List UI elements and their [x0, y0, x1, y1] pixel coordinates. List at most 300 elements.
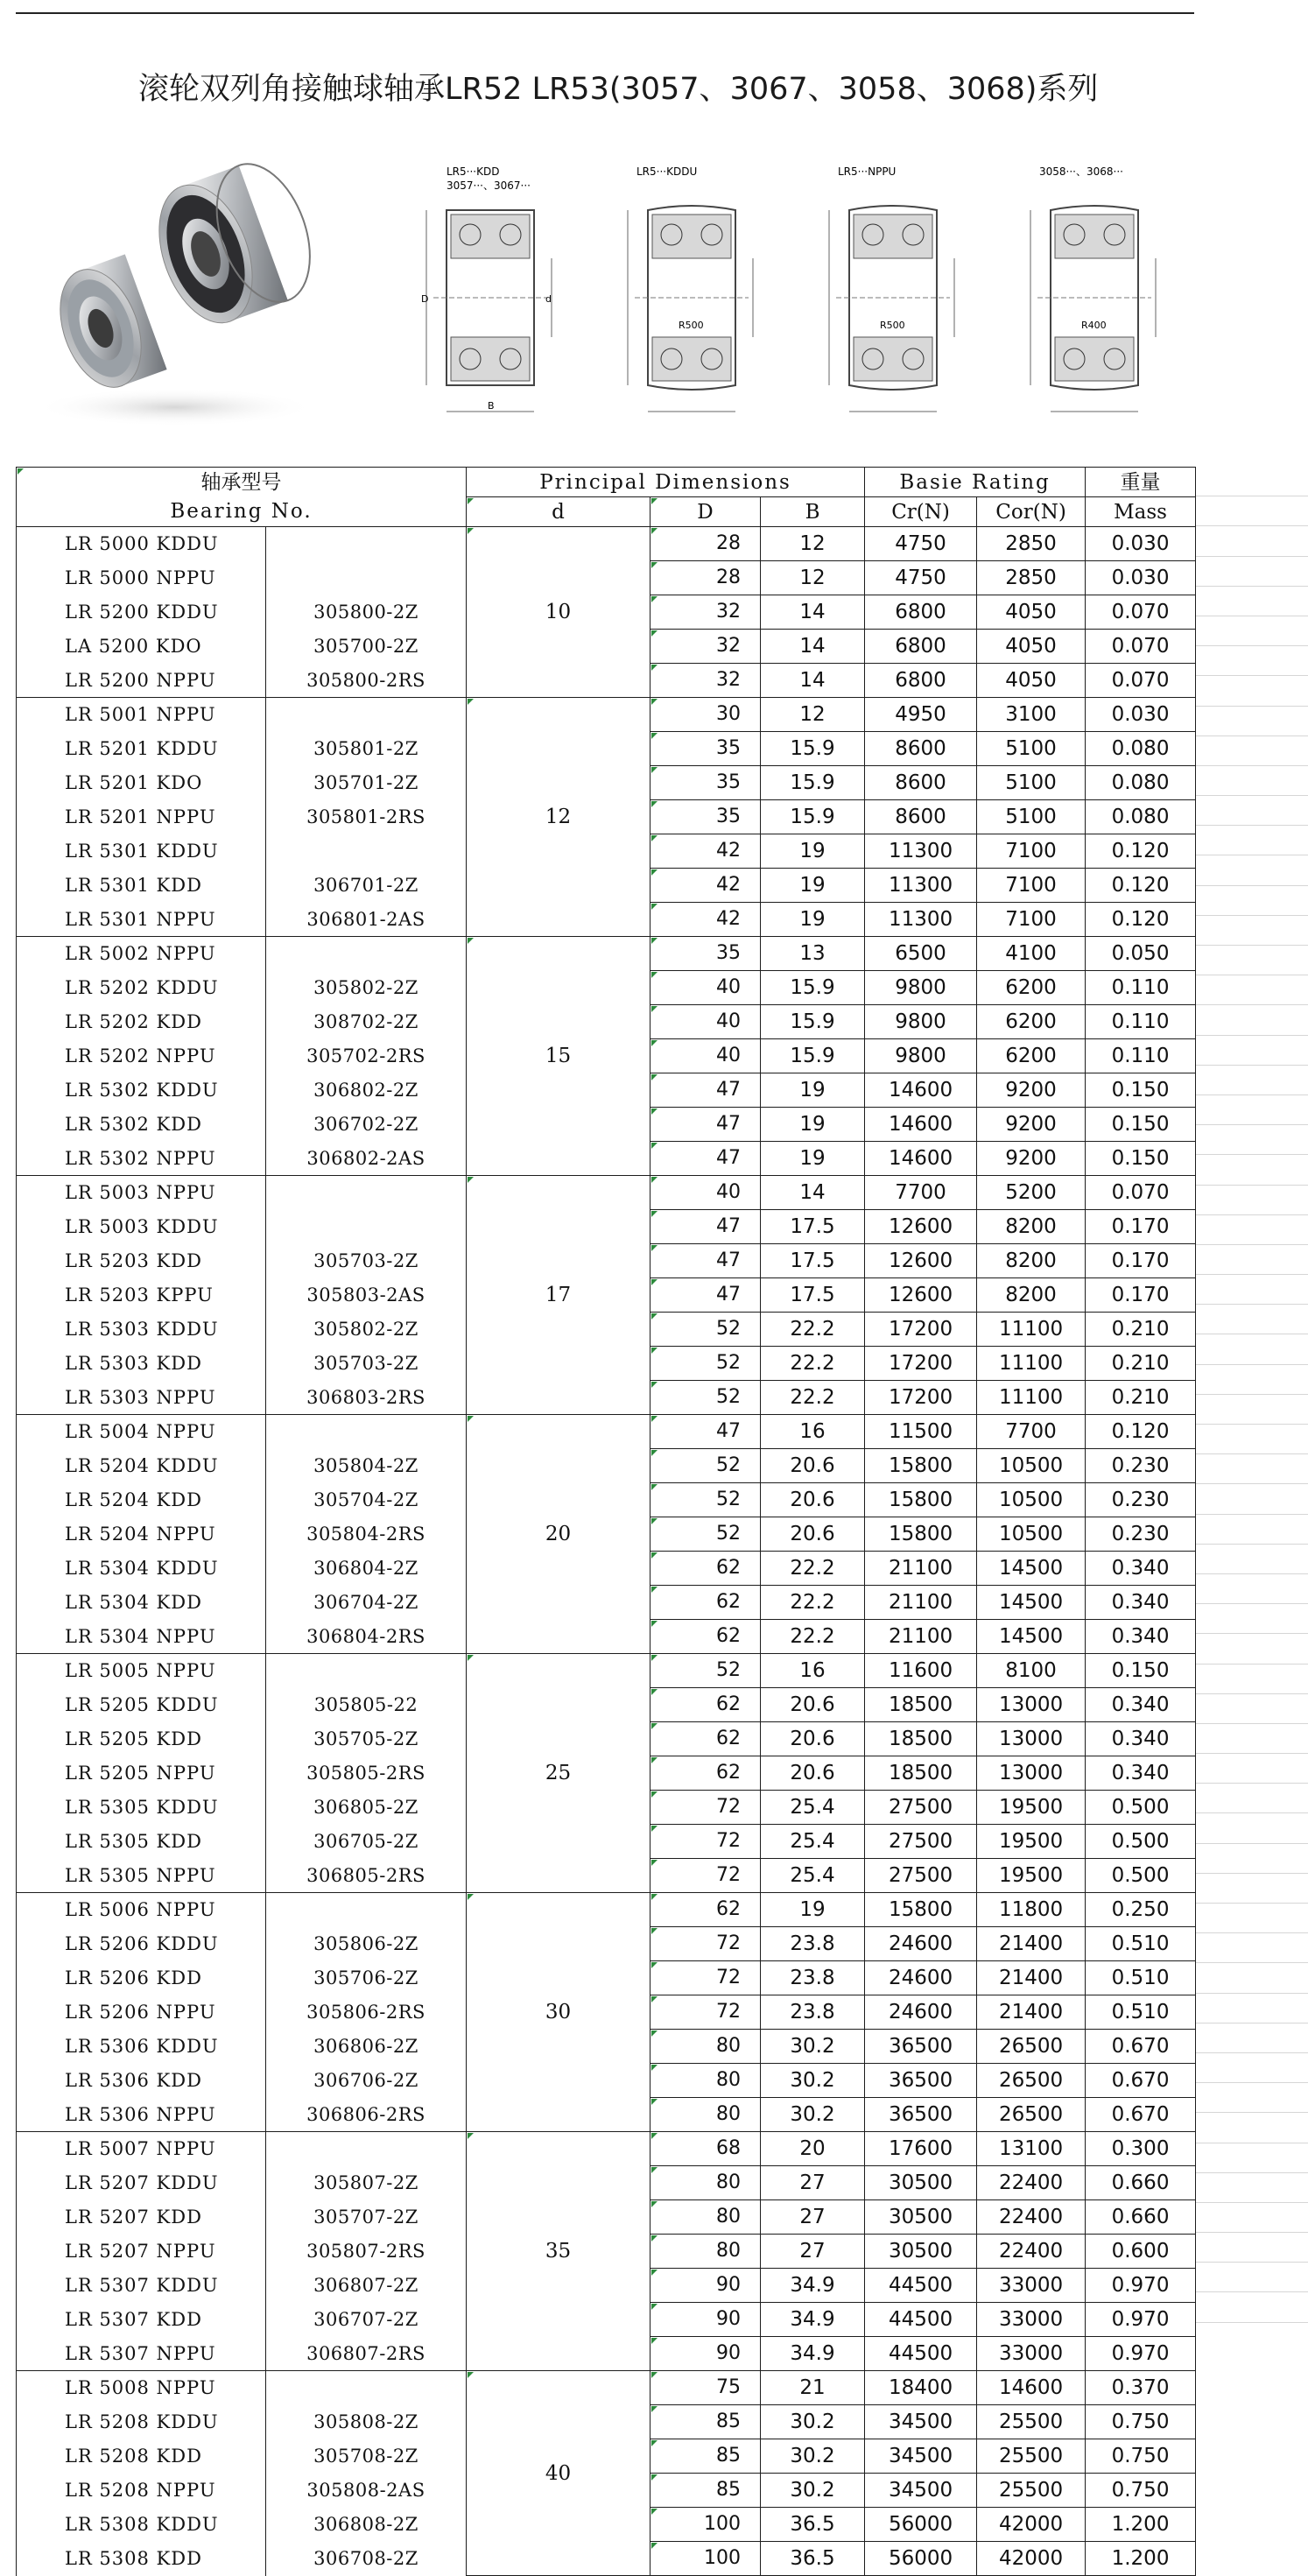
- gridline: [1195, 796, 1308, 826]
- width: 30.2: [761, 2064, 865, 2098]
- outer-diameter: 47: [650, 1244, 761, 1278]
- drawing-kddu: [628, 165, 753, 412]
- bearing-number: LR 5004 NPPU: [17, 1415, 266, 1449]
- static-rating: 3100: [977, 698, 1086, 732]
- dynamic-rating: 44500: [865, 2303, 977, 2337]
- static-rating: 33000: [977, 2303, 1086, 2337]
- equivalent-number: [266, 2371, 467, 2405]
- gridline: [1195, 736, 1308, 766]
- equivalent-number: 305807-2Z: [266, 2166, 467, 2200]
- static-rating: 5200: [977, 1176, 1086, 1210]
- outer-diameter: 47: [650, 1415, 761, 1449]
- dynamic-rating: 4750: [865, 527, 977, 561]
- width: 22.2: [761, 1313, 865, 1347]
- static-rating: 25500: [977, 2474, 1086, 2508]
- gridline: [1195, 1665, 1308, 1694]
- width: 19: [761, 1108, 865, 1142]
- width: 20.6: [761, 1756, 865, 1791]
- bore-diameter: 10: [467, 527, 650, 698]
- mass: 0.210: [1086, 1313, 1196, 1347]
- equivalent-number: 305801-2Z: [266, 732, 467, 766]
- outer-diameter: 62: [650, 1893, 761, 1927]
- dynamic-rating: 24600: [865, 1927, 977, 1961]
- equivalent-number: 306803-2RS: [266, 1381, 467, 1415]
- bearing-number: LR 5208 KDDU: [17, 2405, 266, 2439]
- outer-diameter: 80: [650, 2030, 761, 2064]
- bearing-number: LR 5301 NPPU: [17, 903, 266, 937]
- outer-diameter: 52: [650, 1381, 761, 1415]
- static-rating: 33000: [977, 2269, 1086, 2303]
- outer-diameter: 42: [650, 903, 761, 937]
- gridline: [1195, 1784, 1308, 1813]
- outer-diameter: 52: [650, 1483, 761, 1517]
- outer-diameter: 28: [650, 561, 761, 595]
- static-rating: 13000: [977, 1688, 1086, 1722]
- width: 22.2: [761, 1347, 865, 1381]
- static-rating: 42000: [977, 2542, 1086, 2576]
- bearing-number: LR 5003 KDDU: [17, 1210, 266, 1244]
- dynamic-rating: 12600: [865, 1244, 977, 1278]
- static-rating: 14500: [977, 1586, 1086, 1620]
- outer-diameter: 30: [650, 698, 761, 732]
- dynamic-rating: 15800: [865, 1517, 977, 1552]
- mass: 0.340: [1086, 1586, 1196, 1620]
- width: 14: [761, 664, 865, 698]
- mass: 0.510: [1086, 1961, 1196, 1995]
- bearing-number: LR 5307 KDDU: [17, 2269, 266, 2303]
- dynamic-rating: 44500: [865, 2269, 977, 2303]
- gridline: [1195, 2173, 1308, 2203]
- outer-diameter: 35: [650, 937, 761, 971]
- mass: 0.110: [1086, 1005, 1196, 1039]
- outer-diameter: 35: [650, 732, 761, 766]
- gridline: [1195, 1425, 1308, 1454]
- outer-diameter: 85: [650, 2405, 761, 2439]
- gridline: [1195, 1275, 1308, 1305]
- header-rating: Basie Rating: [865, 468, 1086, 497]
- width: 19: [761, 1142, 865, 1176]
- dynamic-rating: 24600: [865, 1995, 977, 2030]
- static-rating: 7100: [977, 903, 1086, 937]
- gridline: [1195, 1454, 1308, 1484]
- dynamic-rating: 8600: [865, 732, 977, 766]
- width: 13: [761, 937, 865, 971]
- bearing-table: [16, 467, 1196, 2576]
- gridline: [1195, 1634, 1308, 1664]
- static-rating: 8200: [977, 1244, 1086, 1278]
- mass: 0.070: [1086, 664, 1196, 698]
- bearing-number: LR 5207 KDD: [17, 2200, 266, 2235]
- static-rating: 8200: [977, 1278, 1086, 1313]
- outer-diameter: 85: [650, 2474, 761, 2508]
- equivalent-number: 306705-2Z: [266, 1825, 467, 1859]
- bearing-number: LR 5303 KDD: [17, 1347, 266, 1381]
- static-rating: 13000: [977, 1722, 1086, 1756]
- equivalent-number: 306701-2Z: [266, 869, 467, 903]
- dynamic-rating: 6500: [865, 937, 977, 971]
- width: 27: [761, 2166, 865, 2200]
- bearing-number: LR 5205 KDD: [17, 1722, 266, 1756]
- dynamic-rating: 14600: [865, 1108, 977, 1142]
- width: 22.2: [761, 1381, 865, 1415]
- width: 34.9: [761, 2303, 865, 2337]
- gridline: [1195, 916, 1308, 946]
- equivalent-number: 305707-2Z: [266, 2200, 467, 2235]
- equivalent-number: 305704-2Z: [266, 1483, 467, 1517]
- dynamic-rating: 6800: [865, 595, 977, 630]
- static-rating: 11100: [977, 1347, 1086, 1381]
- gridline: [1195, 646, 1308, 676]
- bearing-number: LR 5306 KDD: [17, 2064, 266, 2098]
- static-rating: 8100: [977, 1654, 1086, 1688]
- bearing-number: LR 5305 KDDU: [17, 1791, 266, 1825]
- outer-diameter: 40: [650, 1005, 761, 1039]
- mass: 0.030: [1086, 561, 1196, 595]
- bearing-number: LR 5203 KDD: [17, 1244, 266, 1278]
- static-rating: 4050: [977, 664, 1086, 698]
- dynamic-rating: 6800: [865, 630, 977, 664]
- dynamic-rating: 17600: [865, 2132, 977, 2166]
- bearing-number: LR 5001 NPPU: [17, 698, 266, 732]
- equivalent-number: [266, 561, 467, 595]
- dynamic-rating: 4950: [865, 698, 977, 732]
- equivalent-number: 305703-2Z: [266, 1347, 467, 1381]
- outer-diameter: 72: [650, 1961, 761, 1995]
- header-B: B: [761, 497, 865, 527]
- gridline: [1195, 826, 1308, 855]
- outer-diameter: 42: [650, 834, 761, 869]
- bore-diameter: 12: [467, 698, 650, 937]
- header-D: D: [650, 497, 761, 527]
- header-bearing-en: Bearing No.: [17, 497, 467, 527]
- equivalent-number: 305702-2RS: [266, 1039, 467, 1073]
- width: 15.9: [761, 971, 865, 1005]
- dim-D: D: [421, 293, 429, 305]
- gridline: [1195, 587, 1308, 616]
- width: 22.2: [761, 1552, 865, 1586]
- equivalent-number: 305807-2RS: [266, 2235, 467, 2269]
- outer-diameter: 52: [650, 1449, 761, 1483]
- bearing-number: LR 5008 NPPU: [17, 2371, 266, 2405]
- gridline: [1195, 1574, 1308, 1604]
- bearing-number: LR 5002 NPPU: [17, 937, 266, 971]
- width: 20.6: [761, 1517, 865, 1552]
- bearing-number: LR 5202 KDDU: [17, 971, 266, 1005]
- bore-diameter: 17: [467, 1176, 650, 1415]
- gridline: [1195, 1155, 1308, 1185]
- dynamic-rating: 30500: [865, 2200, 977, 2235]
- mass: 0.750: [1086, 2439, 1196, 2474]
- bearing-number: LR 5301 KDD: [17, 869, 266, 903]
- bearing-number: LR 5208 KDD: [17, 2439, 266, 2474]
- bearing-number: LR 5007 NPPU: [17, 2132, 266, 2166]
- bearing-number: LR 5306 NPPU: [17, 2098, 266, 2132]
- gridline: [1195, 1066, 1308, 1095]
- gridline: [1195, 616, 1308, 646]
- outer-diameter: 52: [650, 1347, 761, 1381]
- mass: 0.170: [1086, 1210, 1196, 1244]
- gridline: [1195, 2083, 1308, 2113]
- static-rating: 14500: [977, 1552, 1086, 1586]
- width: 34.9: [761, 2269, 865, 2303]
- gridline: [1195, 1245, 1308, 1275]
- dynamic-rating: 34500: [865, 2405, 977, 2439]
- width: 23.8: [761, 1995, 865, 2030]
- static-rating: 7100: [977, 869, 1086, 903]
- outer-diameter: 80: [650, 2235, 761, 2269]
- width: 36.5: [761, 2508, 865, 2542]
- static-rating: 21400: [977, 1995, 1086, 2030]
- dynamic-rating: 18500: [865, 1722, 977, 1756]
- bearing-photo: [26, 153, 341, 433]
- mass: 0.750: [1086, 2405, 1196, 2439]
- gridline: [1195, 1334, 1308, 1364]
- static-rating: 11100: [977, 1381, 1086, 1415]
- width: 30.2: [761, 2439, 865, 2474]
- static-rating: 22400: [977, 2166, 1086, 2200]
- outer-diameter: 32: [650, 664, 761, 698]
- outer-diameter: 80: [650, 2098, 761, 2132]
- width: 25.4: [761, 1791, 865, 1825]
- gridline: [1195, 2113, 1308, 2143]
- drawing-label: 3058···、3068···: [1039, 165, 1123, 178]
- equivalent-number: 306804-2Z: [266, 1552, 467, 1586]
- bearing-number: LR 5208 NPPU: [17, 2474, 266, 2508]
- static-rating: 11100: [977, 1313, 1086, 1347]
- width: 36.5: [761, 2542, 865, 2576]
- equivalent-number: 306707-2Z: [266, 2303, 467, 2337]
- gridline: [1195, 676, 1308, 706]
- static-rating: 19500: [977, 1825, 1086, 1859]
- dynamic-rating: 27500: [865, 1825, 977, 1859]
- width: 15.9: [761, 1005, 865, 1039]
- static-rating: 11800: [977, 1893, 1086, 1927]
- bearing-number: LR 5205 KDDU: [17, 1688, 266, 1722]
- mass: 0.500: [1086, 1859, 1196, 1893]
- dynamic-rating: 7700: [865, 1176, 977, 1210]
- dynamic-rating: 14600: [865, 1142, 977, 1176]
- equivalent-number: 306807-2Z: [266, 2269, 467, 2303]
- static-rating: 10500: [977, 1483, 1086, 1517]
- static-rating: 22400: [977, 2235, 1086, 2269]
- equivalent-number: 305705-2Z: [266, 1722, 467, 1756]
- static-rating: 19500: [977, 1791, 1086, 1825]
- gridline: [1195, 1963, 1308, 1993]
- gridline: [1195, 1724, 1308, 1754]
- page-title: 滚轮双列角接触球轴承LR52 LR53(3057、3067、3058、3068)系列: [138, 72, 1099, 107]
- bearing-number: LR 5307 KDD: [17, 2303, 266, 2337]
- equivalent-number: 306802-2Z: [266, 1073, 467, 1108]
- equivalent-number: [266, 1176, 467, 1210]
- static-rating: 6200: [977, 971, 1086, 1005]
- bearing-number: LR 5207 NPPU: [17, 2235, 266, 2269]
- static-rating: 25500: [977, 2439, 1086, 2474]
- static-rating: 14500: [977, 1620, 1086, 1654]
- width: 16: [761, 1415, 865, 1449]
- equivalent-number: [266, 1654, 467, 1688]
- width: 17.5: [761, 1244, 865, 1278]
- mass: 0.670: [1086, 2064, 1196, 2098]
- equivalent-number: 306804-2RS: [266, 1620, 467, 1654]
- bore-diameter: 25: [467, 1654, 650, 1893]
- static-rating: 5100: [977, 732, 1086, 766]
- bore-diameter: 40: [467, 2371, 650, 2576]
- equivalent-number: 305804-2RS: [266, 1517, 467, 1552]
- mass: 0.120: [1086, 1415, 1196, 1449]
- outer-diameter: 52: [650, 1654, 761, 1688]
- static-rating: 5100: [977, 766, 1086, 800]
- header-mass-cn: 重量: [1086, 468, 1196, 497]
- static-rating: 21400: [977, 1961, 1086, 1995]
- mass: 0.230: [1086, 1449, 1196, 1483]
- bearing-number: LR 5206 NPPU: [17, 1995, 266, 2030]
- mass: 0.500: [1086, 1791, 1196, 1825]
- mass: 0.250: [1086, 1893, 1196, 1927]
- mass: 0.210: [1086, 1347, 1196, 1381]
- mass: 1.200: [1086, 2508, 1196, 2542]
- mass: 0.340: [1086, 1722, 1196, 1756]
- mass: 0.510: [1086, 1927, 1196, 1961]
- bearing-number: LR 5204 KDD: [17, 1483, 266, 1517]
- width: 14: [761, 630, 865, 664]
- bearing-number: LR 5200 KDDU: [17, 595, 266, 630]
- dynamic-rating: 27500: [865, 1791, 977, 1825]
- static-rating: 8200: [977, 1210, 1086, 1244]
- gridline: [1195, 1186, 1308, 1215]
- width: 20.6: [761, 1688, 865, 1722]
- static-rating: 19500: [977, 1859, 1086, 1893]
- equivalent-number: 305703-2Z: [266, 1244, 467, 1278]
- mass: 0.170: [1086, 1244, 1196, 1278]
- equivalent-number: 306702-2Z: [266, 1108, 467, 1142]
- outer-diameter: 80: [650, 2064, 761, 2098]
- gridline: [1195, 1036, 1308, 1066]
- dynamic-rating: 36500: [865, 2030, 977, 2064]
- table-row: [17, 1654, 1196, 1688]
- equivalent-number: [266, 834, 467, 869]
- mass: 0.670: [1086, 2030, 1196, 2064]
- bearing-number: LR 5307 NPPU: [17, 2337, 266, 2371]
- header-d: d: [467, 497, 650, 527]
- width: 17.5: [761, 1278, 865, 1313]
- table-row: [17, 2371, 1196, 2405]
- outer-diameter: 62: [650, 1552, 761, 1586]
- mass: 0.030: [1086, 527, 1196, 561]
- gridline: [1195, 526, 1308, 556]
- static-rating: 4100: [977, 937, 1086, 971]
- static-rating: 9200: [977, 1142, 1086, 1176]
- radius-label: R500: [679, 320, 704, 331]
- width: 21: [761, 2371, 865, 2405]
- dynamic-rating: 11300: [865, 834, 977, 869]
- gridline: [1195, 2263, 1308, 2292]
- dynamic-rating: 11300: [865, 869, 977, 903]
- mass: 0.660: [1086, 2166, 1196, 2200]
- dynamic-rating: 18500: [865, 1756, 977, 1791]
- table-row: [17, 937, 1196, 971]
- width: 34.9: [761, 2337, 865, 2371]
- drawing-kdd: [421, 165, 552, 412]
- gridline: [1195, 2203, 1308, 2233]
- outer-diameter: 40: [650, 1039, 761, 1073]
- width: 12: [761, 561, 865, 595]
- header-cr: Cr(N): [865, 497, 977, 527]
- dynamic-rating: 44500: [865, 2337, 977, 2371]
- width: 30.2: [761, 2474, 865, 2508]
- dynamic-rating: 36500: [865, 2098, 977, 2132]
- bearing-number: LR 5200 NPPU: [17, 664, 266, 698]
- mass: 0.500: [1086, 1825, 1196, 1859]
- outer-diameter: 52: [650, 1313, 761, 1347]
- dynamic-rating: 6800: [865, 664, 977, 698]
- equivalent-number: 306706-2Z: [266, 2064, 467, 2098]
- gridline: [1195, 975, 1308, 1005]
- dynamic-rating: 15800: [865, 1893, 977, 1927]
- bearing-number: LR 5006 NPPU: [17, 1893, 266, 1927]
- equivalent-number: 306806-2RS: [266, 2098, 467, 2132]
- equivalent-number: 305808-2AS: [266, 2474, 467, 2508]
- outer-diameter: 32: [650, 595, 761, 630]
- bearing-number: LR 5201 KDDU: [17, 732, 266, 766]
- mass: 0.080: [1086, 732, 1196, 766]
- dynamic-rating: 17200: [865, 1347, 977, 1381]
- mass: 1.200: [1086, 2542, 1196, 2576]
- dynamic-rating: 18400: [865, 2371, 977, 2405]
- width: 30.2: [761, 2405, 865, 2439]
- equivalent-number: [266, 1893, 467, 1927]
- bearing-number: LR 5303 NPPU: [17, 1381, 266, 1415]
- bearing-number: LR 5201 NPPU: [17, 800, 266, 834]
- gridline: [1195, 467, 1308, 496]
- mass: 0.120: [1086, 869, 1196, 903]
- width: 25.4: [761, 1825, 865, 1859]
- bearing-number: LR 5305 NPPU: [17, 1859, 266, 1893]
- gridline: [1195, 1545, 1308, 1574]
- gridline: [1195, 1305, 1308, 1334]
- width: 12: [761, 698, 865, 732]
- mass: 0.370: [1086, 2371, 1196, 2405]
- dynamic-rating: 34500: [865, 2439, 977, 2474]
- gridline: [1195, 766, 1308, 796]
- static-rating: 25500: [977, 2405, 1086, 2439]
- bearing-number: LA 5200 KDO: [17, 630, 266, 664]
- static-rating: 42000: [977, 2508, 1086, 2542]
- dynamic-rating: 15800: [865, 1483, 977, 1517]
- static-rating: 6200: [977, 1039, 1086, 1073]
- outer-diameter: 68: [650, 2132, 761, 2166]
- dynamic-rating: 21100: [865, 1620, 977, 1654]
- bearing-number: LR 5201 KDO: [17, 766, 266, 800]
- gridline: [1195, 1365, 1308, 1395]
- header-bearing-cn: 轴承型号: [17, 468, 467, 497]
- gridline: [1195, 2292, 1308, 2322]
- dynamic-rating: 12600: [865, 1210, 977, 1244]
- mass: 0.340: [1086, 1552, 1196, 1586]
- width: 16: [761, 1654, 865, 1688]
- equivalent-number: [266, 2132, 467, 2166]
- bearing-number: LR 5304 KDDU: [17, 1552, 266, 1586]
- mass: 0.340: [1086, 1688, 1196, 1722]
- bearing-number: LR 5005 NPPU: [17, 1654, 266, 1688]
- outer-diameter: 85: [650, 2439, 761, 2474]
- bearing-number: LR 5302 NPPU: [17, 1142, 266, 1176]
- dynamic-rating: 30500: [865, 2235, 977, 2269]
- dynamic-rating: 8600: [865, 800, 977, 834]
- width: 22.2: [761, 1586, 865, 1620]
- width: 30.2: [761, 2030, 865, 2064]
- dynamic-rating: 56000: [865, 2542, 977, 2576]
- width: 20.6: [761, 1483, 865, 1517]
